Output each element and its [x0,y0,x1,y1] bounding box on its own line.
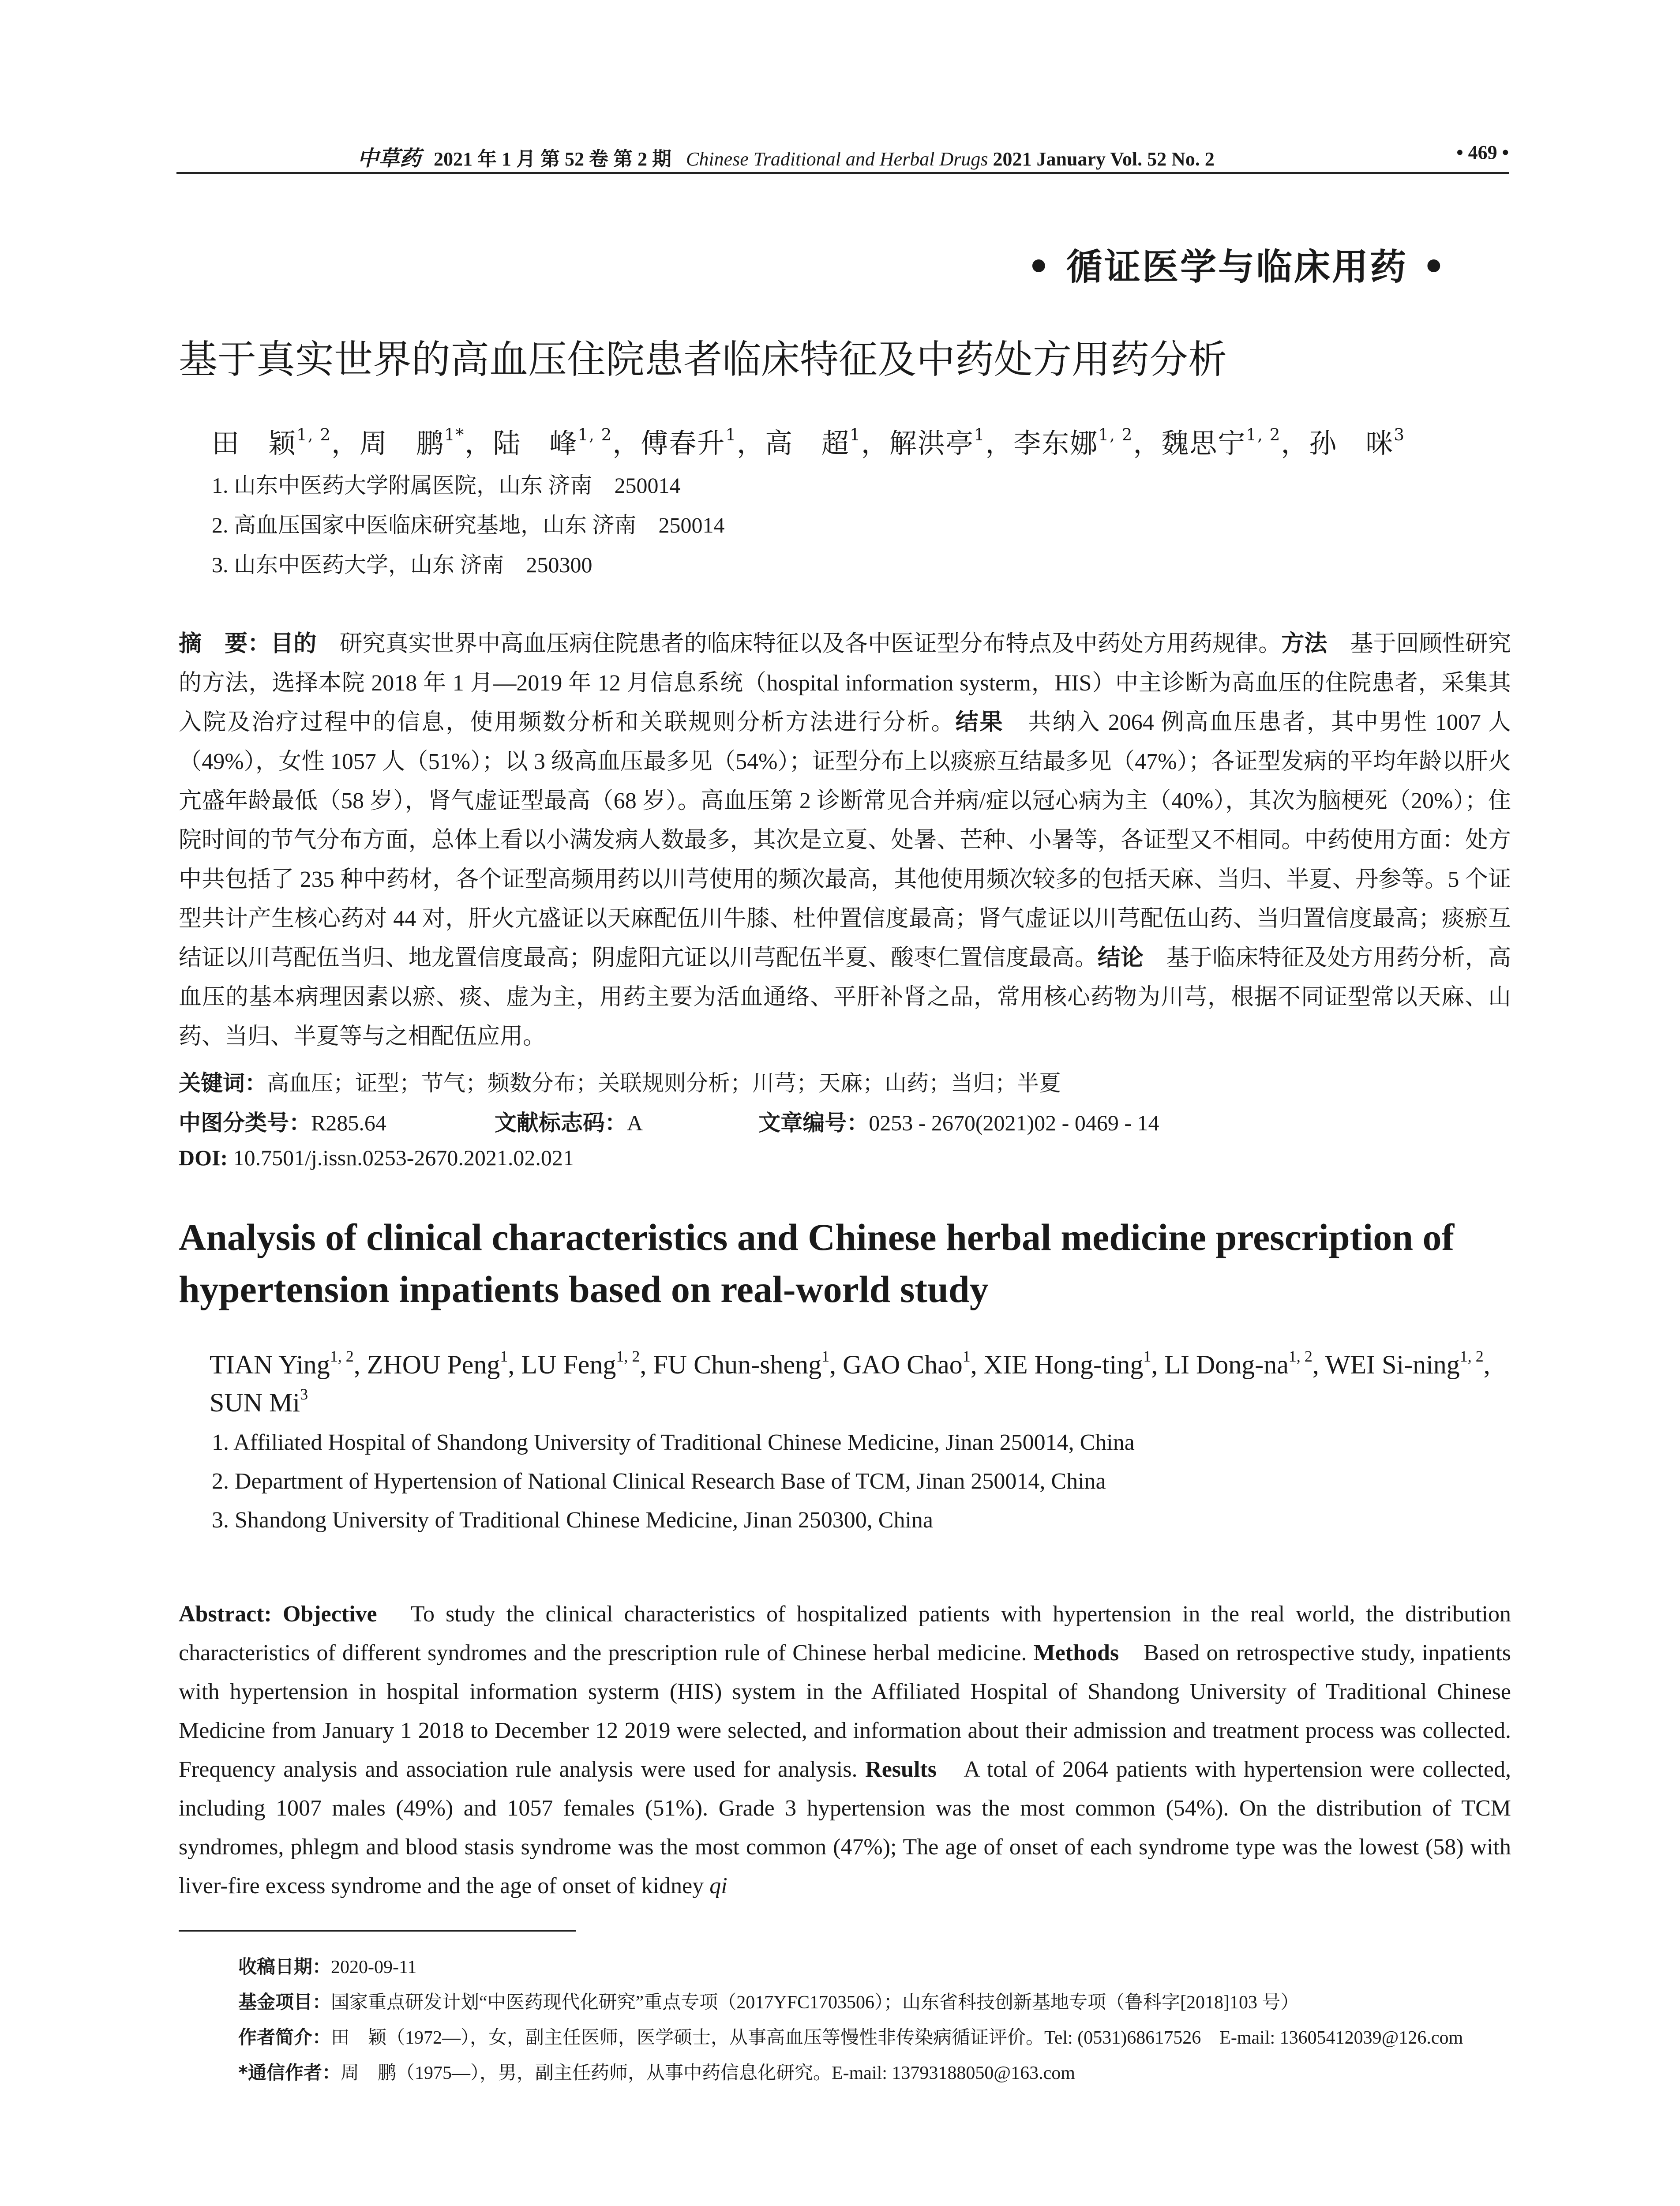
affiliation-en-1: 1. Affiliated Hospital of Shandong University of Traditional Chinese Medicine, Jinan 250014, China [212,1430,1135,1455]
en-author-affiliation-marker: 1 [1143,1347,1151,1365]
en-author [521,1347,653,1379]
affiliation-cn-1: 1. 山东中医药大学附属医院，山东 济南 250014 [212,473,681,498]
methods-en-label: Methods [1033,1640,1119,1666]
en-author-name: ZHOU Peng [367,1350,500,1379]
author-list-en [210,1346,1511,1422]
en-author-affiliation-marker: 3 [300,1385,308,1403]
title-en: Analysis of clinical characteristics and Chinese herbal medicine prescription of hypertension inpatients based on real-world study [179,1216,1455,1310]
issue-en: 2021 January Vol. 52 No. 2 [993,148,1215,170]
cn-author-name: 孙 咪 [1309,427,1394,459]
cn-author [1309,427,1405,459]
keywords-cn [179,1065,1061,1097]
page-number: • 469 • [1456,142,1509,163]
cn-author [641,427,765,459]
doi-line [179,1145,574,1171]
en-author-affiliation-marker: 1 [962,1347,971,1365]
cn-author-affiliation-marker: 1, 2 [1246,425,1281,445]
objective-cn-text: 研究真实世界中高血压病住院患者的临床特征以及各中医证型分布特点及中药处方用药规律。 [316,631,1282,657]
fund-text: 国家重点研发计划“中医药现代化研究”重点专项（2017YFC1703506）；山东省科技创新基地专项（鲁科字[2018]103 号） [331,1992,1299,2013]
cn-author-separator: ， [1133,427,1162,459]
corresponding-text: 周 鹏（1975—），男，副主任药师，从事中药信息化研究。E-mail: 13793188050@163.com [340,2063,1075,2083]
en-author-name: FU Chun-sheng [653,1350,822,1379]
cn-author-name: 周 鹏 [360,427,445,459]
results-en-tail: qi [709,1873,728,1898]
en-author-affiliation-marker: 1 [821,1347,830,1365]
cn-author-separator: ， [465,427,493,459]
objective-en-text: To study the clinical characteristics of hospitalized patients with hypertension in the real world, the distribution characteristics of different syndromes and the prescription rule of Chinese herbal medicine. [179,1602,1511,1666]
cn-author-affiliation-marker: 3 [1394,425,1406,445]
cn-author [493,427,641,459]
en-author-affiliation-marker: 1, 2 [1459,1347,1484,1365]
en-author-name: LI Dong-na [1164,1350,1289,1379]
objective-en-label: Objective [282,1602,377,1627]
en-author-separator: , [508,1350,521,1379]
en-author-separator: , [640,1350,653,1379]
en-author-name: WEI Si-ning [1325,1350,1460,1379]
cn-author-affiliation-marker: 1, 2 [296,425,331,445]
en-author-name: LU Feng [521,1350,616,1379]
en-author [1164,1347,1325,1379]
classification-line [179,1105,1159,1137]
issue-cn: 2021 年 1 月 第 52 卷 第 2 期 [434,148,672,170]
author-list-cn [212,421,1491,461]
footnote-fund [238,1988,1518,2014]
cn-author-affiliation-marker: 1, 2 [1098,425,1133,445]
affiliation-en-2: 2. Department of Hypertension of National Clinical Research Base of TCM, Jinan 250014, China [212,1469,1106,1494]
en-author-separator: , [829,1350,843,1379]
article-number-value: 0253 - 2670(2021)02 - 0469 - 14 [869,1111,1159,1135]
clc-value: R285.64 [311,1111,386,1135]
en-author [210,1385,308,1417]
methods-en-text: Based on retrospective study, inpatients with hypertension in hospital information systerm (HIS) system in the Affiliated Hospital of Shandong University of Traditional Chinese Medicine from January 1 2018 to December 12 2019 were selected, and information about their admission and treatment process was collected. Frequency analysis and association rule analysis were used for analysis. [179,1640,1511,1782]
footnote-received [238,1952,1518,1979]
doi-label: DOI: [179,1145,228,1170]
methods-cn-text: 基于回顾性研究的方法，选择本院 2018 年 1 月—2019 年 12 月信息系统（hospital information systerm，HIS）中主诊断为高血压的住院患者，采集其入院及治疗过程中的信息，使用频数分析和关联规则分析方法进行分析。 [179,631,1511,735]
en-author [843,1347,984,1379]
en-author-separator: , [1483,1350,1490,1379]
cn-author-affiliation-marker: 1* [444,425,465,445]
doc-code-label: 文献标志码： [494,1110,627,1136]
affiliation-en-3: 3. Shandong University of Traditional Chinese Medicine, Jinan 250300, China [212,1508,933,1533]
cn-author-name: 李东娜 [1013,427,1099,459]
abstract-cn [179,624,1511,1056]
en-author-affiliation-marker: 1, 2 [1288,1347,1312,1365]
cn-author [360,427,493,459]
column-section-tag: • 循证医学与临床用药 • [1027,246,1447,288]
received-label: 收稿日期： [238,1956,331,1977]
cn-author-separator: ， [331,427,360,459]
en-author-separator: , [1151,1350,1165,1379]
en-author-name: XIE Hong-ting [983,1350,1144,1379]
journal-name-cn: 中草药 [357,147,421,170]
abstract-cn-label: 摘 要： [179,630,271,657]
footnote-author [238,2023,1518,2049]
en-author [1325,1347,1490,1379]
keywords-cn-label: 关键词： [179,1070,267,1096]
en-author [367,1347,521,1379]
cn-author-separator: ， [612,427,641,459]
cn-author-affiliation-marker: 1 [974,425,986,445]
cn-author-separator: ， [736,427,765,459]
en-author [210,1347,367,1379]
doc-code-value: A [626,1111,642,1135]
conclusion-cn-label: 结论 [1097,945,1144,971]
cn-author-name: 解洪亭 [889,427,974,459]
en-author-affiliation-marker: 1, 2 [330,1347,354,1365]
doi-value[interactable]: 10.7501/j.issn.0253-2670.2021.02.021 [233,1145,574,1170]
fund-label: 基金项目： [238,1991,331,2013]
corresponding-label: *通信作者： [238,2062,341,2083]
received-date: 2020-09-11 [331,1957,417,1977]
abstract-en [179,1595,1511,1906]
objective-cn-label: 目的 [270,630,317,657]
methods-cn-label: 方法 [1281,630,1328,657]
cn-author-separator: ， [985,427,1014,459]
journal-name-en: Chinese Traditional and Herbal Drugs [686,148,988,170]
cn-author [1161,427,1309,459]
cn-author [212,427,360,459]
header-left [357,141,1215,172]
affiliation-cn-2: 2. 高血压国家中医临床研究基地，山东 济南 250014 [212,513,725,537]
footnote-divider [179,1930,576,1932]
en-author-separator: , [1312,1350,1325,1379]
cn-author-name: 高 超 [765,427,850,459]
running-header [176,141,1509,174]
clc-label: 中图分类号： [179,1110,311,1136]
cn-author-name: 田 颖 [212,427,297,459]
keywords-cn-text: 高血压；证型；节气；频数分布；关联规则分析；川芎；天麻；山药；当归；半夏 [267,1071,1061,1095]
en-author-name: SUN Mi [210,1388,300,1417]
en-author [983,1347,1165,1379]
cn-author [1013,427,1161,459]
cn-author-affiliation-marker: 1 [725,425,737,445]
cn-author-separator: ， [1281,427,1309,459]
results-cn-text: 共纳入 2064 例高血压患者，其中男性 1007 人（49%），女性 1057 人（51%）；以 3 级高血压最多见（54%）；证型分布上以痰瘀互结最多见（47%）；各证型发病的平均年龄以肝火亢盛年龄最低（58 岁），肾气虚证型最高（68 岁）。高血压第 2 诊断常见合并病/症以冠心病为主（40%），其次为脑梗死（20%）；住院时间的节气分布方面，总体上看以小满发病人数最多，其次是立夏、处暑、芒种、小暑等，各证型又不相同。中药使用方面：处方中共包括了 235 种中药材，各个证型高频用药以川芎使用的频次最高，其他使用频次较多的包括天麻、当归、半夏、丹参等。5 个证型共计产生核心药对 44 对，肝火亢盛证以天麻配伍川牛膝、杜仲置信度最高；肾气虚证以川芎配伍山药、当归置信度最高；痰瘀互结证以川芎配伍当归、地龙置信度最高；阴虚阳亢证以川芎配伍半夏、酸枣仁置信度最高。 [179,710,1511,971]
cn-author [765,427,889,459]
cn-author-name: 魏思宁 [1161,427,1246,459]
cn-author-separator: ， [861,427,889,459]
cn-author-name: 陆 峰 [493,427,578,459]
en-author-affiliation-marker: 1 [500,1347,508,1365]
en-author [653,1347,843,1379]
en-author-name: GAO Chao [843,1350,963,1379]
results-en-text: A total of 2064 patients with hypertension were collected, including 1007 males (49%) and 1057 females (51%). Grade 3 hypertension was the most common (54%). On the distribution of TCM syndromes, phlegm and blood stasis syndrome was the most common (47%); The age of onset of each syndrome type was the lowest (58) with liver-fire excess syndrome and the age of onset of kidney [179,1757,1511,1898]
cn-author-affiliation-marker: 1 [850,425,861,445]
results-cn-label: 结果 [955,709,1004,735]
results-en-label: Results [865,1757,937,1782]
affiliation-cn-3: 3. 山东中医药大学，山东 济南 250300 [212,552,592,577]
cn-author-name: 傅春升 [641,427,726,459]
conclusion-cn-text: 基于临床特征及处方用药分析，高血压的基本病理因素以瘀、痰、虚为主，用药主要为活血通络、平肝补肾之品，常用核心药物为川芎，根据不同证型常以天麻、山药、当归、半夏等与之相配伍应用。 [179,945,1511,1049]
en-author-separator: , [970,1350,984,1379]
cn-author [889,427,1014,459]
footnote-corresponding [238,2058,1518,2085]
en-author-separator: , [353,1350,367,1379]
title-cn: 基于真实世界的高血压住院患者临床特征及中药处方用药分析 [179,337,1227,382]
author-bio-label: 作者简介： [238,2026,331,2048]
author-bio-text: 田 颖（1972—），女，副主任医师，医学硕士，从事高血压等慢性非传染病循证评价。Tel: (0531)68617526 E-mail: 13605412039@126.com [331,2028,1463,2048]
article-number-label: 文章编号： [758,1110,869,1136]
cn-author-affiliation-marker: 1, 2 [578,425,613,445]
en-author-name: TIAN Ying [210,1350,330,1379]
abstract-en-label: Abstract: [179,1602,272,1627]
en-author-affiliation-marker: 1, 2 [616,1347,640,1365]
